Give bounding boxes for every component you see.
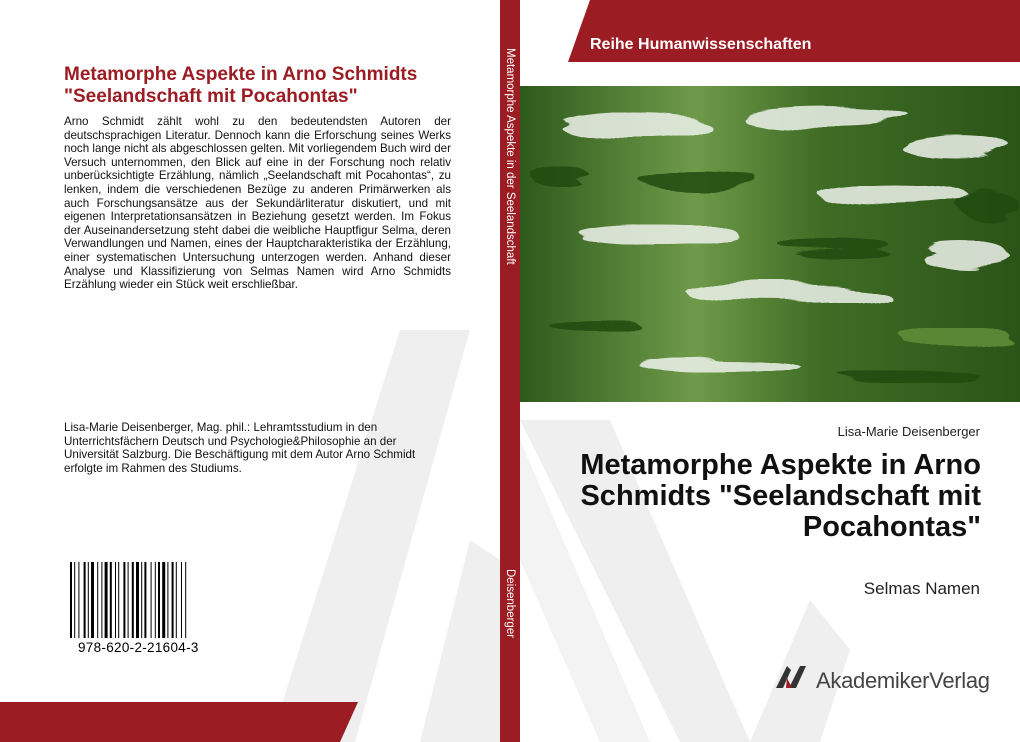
ripple-highlight [900,134,1010,158]
barcode-bar [123,562,125,638]
barcode-bar [172,562,174,638]
publisher-name: AkademikerVerlag [816,668,990,693]
isbn-number: 978-620-2-21604-3 [78,640,199,655]
ripple-highlight [780,238,890,254]
ripple-highlight [920,246,1010,266]
barcode-bar [136,562,139,638]
barcode-bar [110,562,112,638]
barcode-bar [132,562,134,638]
back-cover [0,0,500,742]
ripple-highlight [550,318,640,334]
barcode-bar [158,562,160,638]
barcode-bar [70,562,72,638]
publisher [776,664,990,694]
ripple-highlight [740,105,910,127]
barcode-bar [97,562,98,638]
barcode-bar [155,562,156,638]
barcode-bar [128,562,129,638]
water-reflection-image [520,86,1020,402]
barcode-bar [118,562,119,638]
barcode-bar [115,562,116,638]
ripple-highlight [640,358,800,374]
barcode-bar [105,562,108,638]
front-title: Metamorphe Aspekte in Arno Schmidts "Seelandschaft mit Pocahontas" [580,449,981,543]
barcode-bar [162,562,165,638]
author-bio: Lisa-Marie Deisenberger, Mag. phil.: Lehramtsstudium in den Unterrichtsfächern Deutsch und Psychologie&Philosophie an der Universität Salzburg. Die Beschäftigung mit dem Autor Arno Schmidt erfolgte im Rahmen des Studiums. [64,421,416,475]
barcode-bar [181,562,182,638]
barcode-bar [185,562,186,638]
barcode-bar [176,562,177,638]
barcode-bar [84,562,86,638]
spine [500,0,520,742]
barcode-bar [144,562,146,638]
front-subtitle: Selmas Namen [863,579,980,598]
spine-title: Metamorphe Aspekte in der Seelandschaft [504,48,516,265]
ripple-highlight [820,186,970,206]
barcode-bar [167,562,168,638]
av-logo-icon [776,664,812,690]
ripple-highlight [690,286,890,306]
barcode [68,562,216,658]
back-red-band [0,702,500,742]
ripple-highlight [900,327,1010,345]
barcode-bar [88,562,89,638]
ripple-highlight [960,191,1020,221]
barcode-bar [101,562,102,638]
ripple-highlight [640,172,760,190]
ripple-highlight [560,113,710,139]
spine-author: Deisenberger [504,569,516,639]
barcode-bar [91,562,94,638]
series-label: Reihe Humanwissenschaften [590,36,812,53]
front-cover [520,0,1020,742]
back-title: Metamorphe Aspekte in Arno Schmidts "Seelandschaft mit Pocahontas" [64,64,418,107]
back-blurb: Arno Schmidt zählt wohl zu den bedeutendsten Autoren der deutschsprachigen Literatur. Dennoch kann die Erforschung seines Werks noch lange nicht als abgeschlossen gelten. Mit vorliegendem Buch wird der Versuch unternommen, den Blick auf eine in der Forschung noch relativ unberücksichtigte Erzählung, nämlich „Seelandschaft mit Pocahontas“, zu lenken, indem die verschiedenen Bezüge zu anderen Primärwerken als auch Forschungsansätze aus der Sekundärliteratur diskutiert, und mit eigenen Interpretationsansätzen in Beziehung gesetzt werden. Im Fokus der Auseinandersetzung steht dabei die weibliche Hauptfigur Selma, deren Verwandlungen und Namen, eines der Hauptcharakteristika der Erzählung, einer systematischen Untersuchung unterzogen werden. Anhand dieser Analyse und Klassifizierung von Selmas Namen wird Arno Schmidts Erzählung wieder ein Stück weit erschließbar. [64,115,451,292]
barcode-bar [78,562,79,638]
ripple-highlight [580,227,740,245]
barcode-bar [141,562,142,638]
barcode-icon [68,562,216,640]
barcode-bar [151,562,152,638]
ripple-highlight [840,369,980,383]
front-author: Lisa-Marie Deisenberger [837,424,980,439]
barcode-bar [74,562,75,638]
ripple-highlight [530,166,590,186]
